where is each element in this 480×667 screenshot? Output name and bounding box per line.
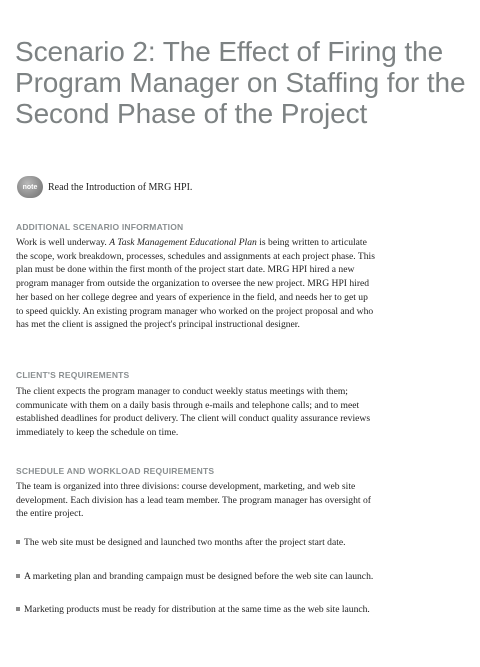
list-item-text: A marketing plan and branding campaign must be designed before the web site can launch.	[24, 571, 374, 582]
note-text: Read the Introduction of MRG HPI.	[48, 181, 193, 193]
paragraph-client: The client expects the program manager to conduct weekly status meetings with them; communicate with them on a daily basis through e-mails and telephone calls; and to meet established deadlines for product delivery. The client will conduct quality assurance reviews immediately to keep the schedule on time.	[16, 386, 371, 439]
note-icon: note	[17, 176, 43, 198]
list-item-text: Marketing products must be ready for distribution at the same time as the web site launch.	[24, 604, 370, 615]
note-row	[17, 176, 192, 198]
page-title: Scenario 2: The Effect of Firing the Program Manager on Staffing for the Second Phase of the Project	[15, 36, 466, 129]
paragraph-additional-lead: Work is well underway.	[16, 237, 110, 248]
list-item-text: The web site must be designed and launched two months after the project start date.	[24, 537, 346, 548]
section-heading-client: CLIENT'S REQUIREMENTS	[16, 370, 130, 380]
paragraph-schedule: The team is organized into three divisions: course development, marketing, and web site development. Each division has a lead team member. The program manager has oversight of the entire project.	[16, 481, 371, 520]
bullet-icon	[16, 607, 20, 611]
paragraph-additional-plan-title: A Task Management Educational Plan	[109, 237, 257, 248]
list-item	[16, 603, 376, 617]
paragraph-additional-rest: is being written to articulate the scope, work breakdown, processes, schedules and assignments at each project phase. This plan must be done within the first month of the project start date. MRG HPI hired a new program manager from outside the organization to oversee the new project. MRG HPI hired her based on her college degree and years of experience in the field, and needs her to get up to speed quickly. An existing program manager who worked on the project proposal and who has met the client is assigned the project's principal instructional designer.	[16, 237, 375, 331]
bullet-icon	[16, 574, 20, 578]
bullet-icon	[16, 540, 20, 544]
section-heading-additional: ADDITIONAL SCENARIO INFORMATION	[16, 222, 184, 232]
list-item	[16, 570, 376, 584]
list-item	[16, 536, 376, 550]
section-heading-schedule: SCHEDULE AND WORKLOAD REQUIREMENTS	[16, 466, 215, 476]
paragraph-additional	[16, 236, 376, 332]
